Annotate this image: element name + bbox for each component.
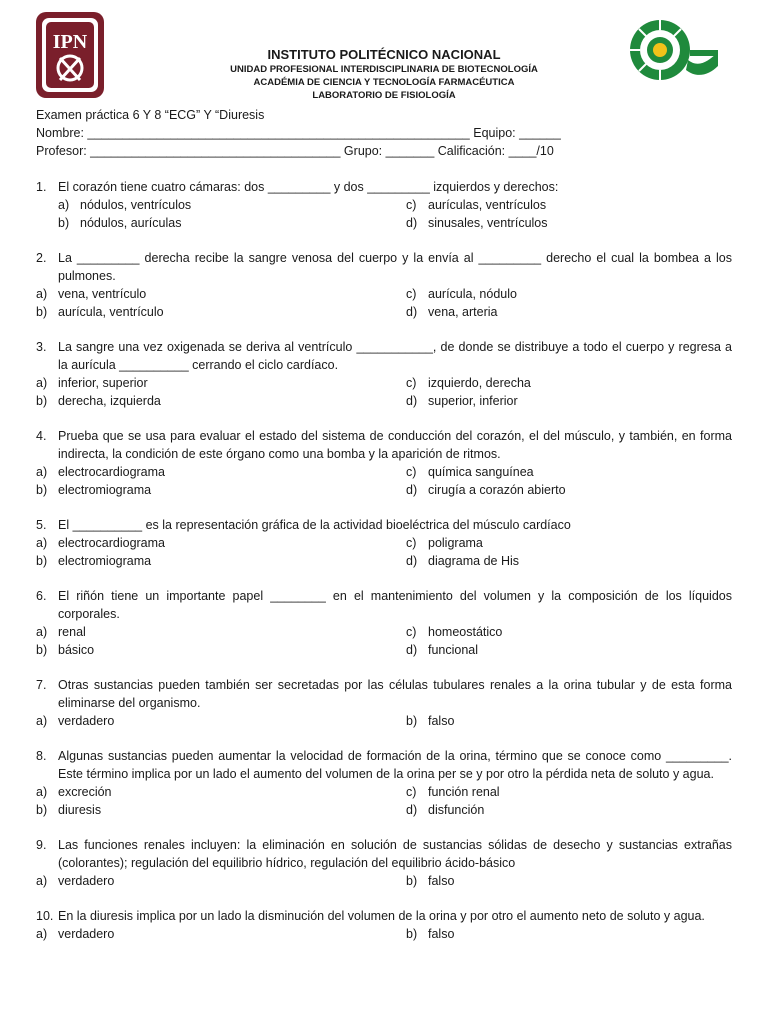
question-text: La _________ derecha recibe la sangre venosa del cuerpo y la envía al _________ derecho el cual la bombea a los pulmones. bbox=[58, 251, 732, 283]
question-text: En la diuresis implica por un lado la disminución del volumen de la orina y por otro el aumento neto de soluto y agua. bbox=[58, 909, 705, 923]
option-b: b) falso bbox=[406, 927, 455, 941]
option-b: b) diuresis bbox=[36, 803, 102, 817]
option-b: b) falso bbox=[406, 874, 455, 888]
academy-name: ACADÉMIA DE CIENCIA Y TECNOLOGÍA FARMACÉUTICA bbox=[253, 77, 515, 88]
question-8 bbox=[36, 747, 732, 819]
question-4 bbox=[36, 427, 732, 499]
option-a: a) verdadero bbox=[36, 874, 115, 888]
question-number: 7. bbox=[36, 678, 47, 692]
question-number: 9. bbox=[36, 838, 47, 852]
option-a: a) verdadero bbox=[36, 714, 115, 728]
option-a: a) nódulos, ventrículos bbox=[58, 198, 192, 212]
option-a: a) vena, ventrículo bbox=[36, 287, 147, 301]
option-a: a) verdadero bbox=[36, 927, 115, 941]
question-9 bbox=[36, 836, 732, 890]
institution-name: INSTITUTO POLITÉCNICO NACIONAL bbox=[267, 47, 501, 62]
question-text: Las funciones renales incluyen: la eliminación en solución de sustancias sólidas de desecho y sustancias extrañas (colorantes); regulación del equilibrio hídrico, regulación del equilibrio ácido-básico bbox=[58, 838, 732, 870]
option-b: b) nódulos, aurículas bbox=[58, 216, 182, 230]
question-number: 1. bbox=[36, 180, 47, 194]
option-c: c) aurícula, nódulo bbox=[406, 287, 517, 301]
option-c: c) química sanguínea bbox=[406, 465, 534, 479]
question-number: 5. bbox=[36, 518, 47, 532]
name-team-line: Nombre: _______________________________________________________ Equipo: ______ bbox=[36, 126, 561, 140]
option-b: b) básico bbox=[36, 643, 95, 657]
option-d: d) diagrama de His bbox=[406, 554, 520, 568]
option-c: c) izquierdo, derecha bbox=[406, 376, 531, 390]
ipn-logo bbox=[34, 10, 106, 100]
question-number: 2. bbox=[36, 251, 47, 265]
upibi-logo bbox=[628, 18, 720, 82]
question-text: El corazón tiene cuatro cámaras: dos _________ y dos _________ izquierdos y derechos: bbox=[58, 180, 559, 194]
question-7 bbox=[36, 676, 732, 730]
option-d: d) cirugía a corazón abierto bbox=[406, 483, 566, 497]
question-list bbox=[36, 178, 732, 960]
option-c: c) homeostático bbox=[406, 625, 503, 639]
question-text: El riñón tiene un importante papel ________ en el mantenimiento del volumen y la composición de los líquidos corporales. bbox=[58, 589, 732, 621]
question-number: 3. bbox=[36, 340, 47, 354]
lab-name: LABORATORIO DE FISIOLOGÍA bbox=[312, 90, 456, 101]
teacher-group-line: Profesor: ____________________________________ Grupo: _______ Calificación: ____/10 bbox=[36, 144, 554, 158]
question-6 bbox=[36, 587, 732, 659]
option-d: d) sinusales, ventrículos bbox=[406, 216, 548, 230]
option-c: c) poligrama bbox=[406, 536, 483, 550]
option-c: c) función renal bbox=[406, 785, 500, 799]
question-1 bbox=[36, 178, 732, 232]
option-a: a) renal bbox=[36, 625, 86, 639]
question-3 bbox=[36, 338, 732, 410]
question-text: Otras sustancias pueden también ser secretadas por las células tubulares renales a la orina tubular y de esta forma eliminarse del organismo. bbox=[58, 678, 732, 710]
option-d: d) disfunción bbox=[406, 803, 485, 817]
option-b: b) falso bbox=[406, 714, 455, 728]
question-number: 6. bbox=[36, 589, 47, 603]
question-number: 4. bbox=[36, 429, 47, 443]
unit-name: UNIDAD PROFESIONAL INTERDISCIPLINARIA DE BIOTECNOLOGÍA bbox=[230, 64, 538, 75]
option-b: b) aurícula, ventrículo bbox=[36, 305, 164, 319]
document-header bbox=[150, 47, 618, 102]
option-b: b) electromiograma bbox=[36, 554, 152, 568]
option-a: a) electrocardiograma bbox=[36, 536, 165, 550]
question-text: El __________ es la representación gráfica de la actividad bioeléctrica del músculo cardíaco bbox=[58, 518, 571, 532]
option-d: d) funcional bbox=[406, 643, 479, 657]
option-a: a) inferior, superior bbox=[36, 376, 148, 390]
option-d: d) superior, inferior bbox=[406, 394, 518, 408]
question-10 bbox=[36, 907, 732, 943]
question-text: Prueba que se usa para evaluar el estado del sistema de conducción del corazón, el del músculo, y también, en forma indirecta, la condición de este órgano como una bomba y la aparición de ritmos. bbox=[58, 429, 732, 461]
question-2 bbox=[36, 249, 732, 321]
option-a: a) excreción bbox=[36, 785, 112, 799]
question-5 bbox=[36, 516, 732, 570]
option-b: b) derecha, izquierda bbox=[36, 394, 161, 408]
option-a: a) electrocardiograma bbox=[36, 465, 165, 479]
ipn-logo-text: IPN bbox=[52, 31, 88, 53]
question-text: La sangre una vez oxigenada se deriva al ventrículo ___________, de donde se distribuye a todo el cuerpo y regresa a la aurícula __________ cerrando el ciclo cardíaco. bbox=[58, 340, 732, 372]
question-number: 8. bbox=[36, 749, 47, 763]
exam-title: Examen práctica 6 Y 8 “ECG” Y “Diuresis bbox=[36, 108, 265, 122]
exam-info bbox=[36, 106, 736, 160]
question-number: 10. bbox=[36, 909, 54, 923]
option-c: c) aurículas, ventrículos bbox=[406, 198, 547, 212]
question-text: Algunas sustancias pueden aumentar la velocidad de formación de la orina, término que se conoce como _________. Este término implica por un lado el aumento del volumen de la orina per se y por otro la pérdida neta de soluto y agua. bbox=[58, 749, 732, 781]
option-d: d) vena, arteria bbox=[406, 305, 498, 319]
option-b: b) electromiograma bbox=[36, 483, 152, 497]
